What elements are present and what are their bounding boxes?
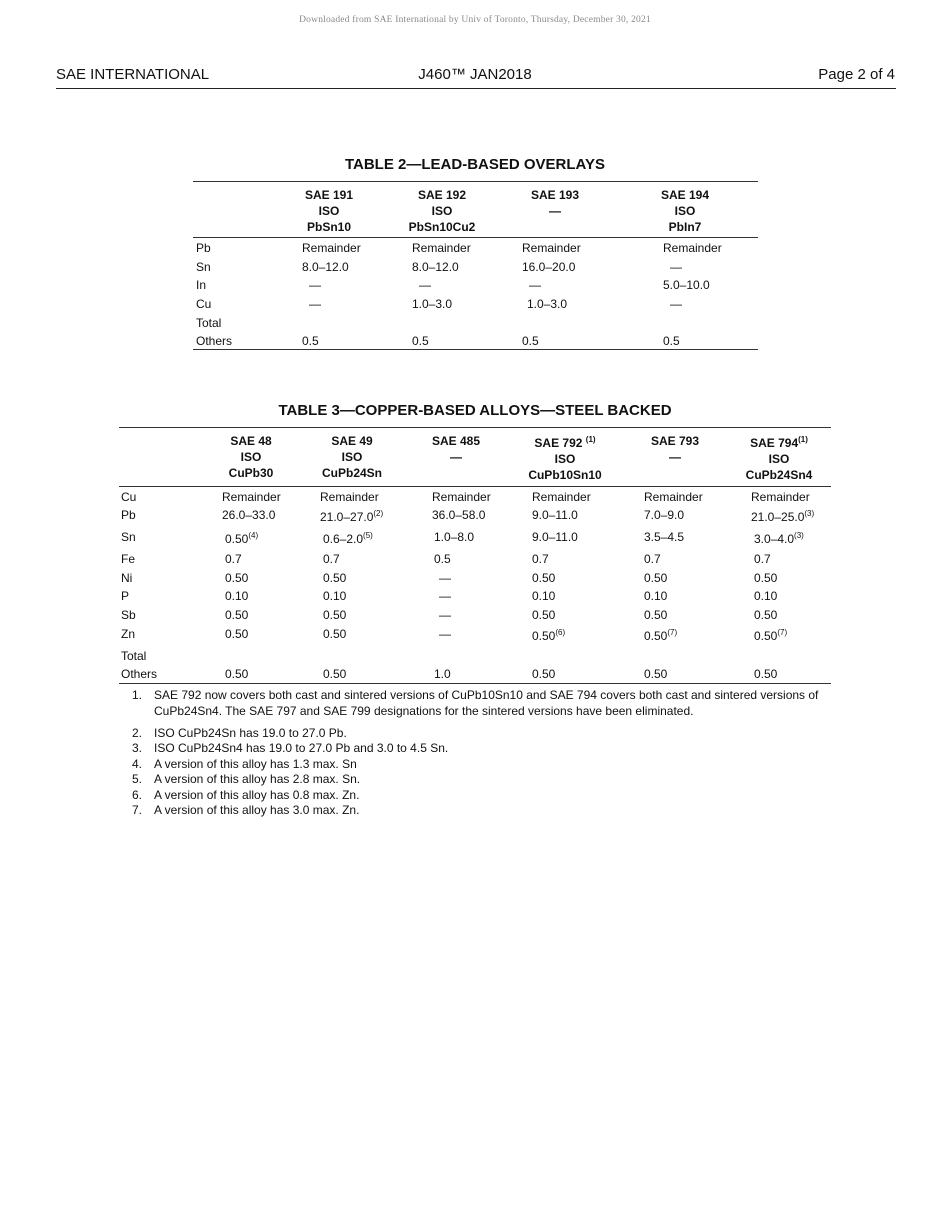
table2-cell: Remainder xyxy=(412,241,471,255)
table2-cell: Remainder xyxy=(302,241,361,255)
table3-bottom-rule xyxy=(119,683,831,684)
table3-cell xyxy=(754,552,771,567)
table3-cell xyxy=(532,552,549,567)
table3-cell-value: 0.50 xyxy=(644,629,668,643)
table3-cell-footnote-ref: (3) xyxy=(804,509,815,518)
table3-col-header-line xyxy=(714,435,844,451)
table2-col-header-line: ISO xyxy=(431,204,453,218)
table3-cell xyxy=(644,608,667,623)
table3-cell-value: 0.5 xyxy=(434,552,451,566)
table3-cell-value: 0.7 xyxy=(323,552,340,566)
table2-cell: — xyxy=(670,260,682,274)
table3-cell xyxy=(644,490,703,505)
table3-cell xyxy=(320,490,379,505)
table2-col-header-line: SAE 192 xyxy=(417,188,467,202)
table3-cell-value: 0.50 xyxy=(225,571,249,585)
table3-cell-value: 3.0–4.0 xyxy=(754,532,795,546)
table3-cell xyxy=(754,667,777,682)
table3-cell-value: Remainder xyxy=(532,490,591,504)
table2-col-header xyxy=(485,187,625,235)
table3-row-label: Total xyxy=(121,649,147,663)
download-watermark: Downloaded from SAE International by Univ of Toronto, Thursday, December 30, 2021 xyxy=(299,15,651,25)
table3-cell-value: 9.0–11.0 xyxy=(532,508,578,522)
table3-cell-value: 0.50 xyxy=(644,608,668,622)
table3-cell-value: 0.10 xyxy=(532,589,556,603)
table2-cell: 1.0–3.0 xyxy=(412,297,453,311)
table3-cell-value: 1.0–8.0 xyxy=(434,530,475,544)
table3-cell-value: 0.50 xyxy=(754,629,778,643)
table2-header-rule xyxy=(193,237,758,238)
table3-header-rule xyxy=(119,486,831,487)
table2-cell: — xyxy=(309,278,321,292)
table3-col-header-line: CuPb24Sn xyxy=(321,466,382,480)
table3-cell xyxy=(644,667,667,682)
table3-col-header-line: ISO xyxy=(341,450,363,464)
footnote-text: ISO CuPb24Sn has 19.0 to 27.0 Pb. xyxy=(154,726,347,740)
table2-col-header-line: — xyxy=(549,204,561,218)
table2-col-header-line: ISO xyxy=(674,204,696,218)
table3-row-label: Others xyxy=(121,667,158,681)
table3-cell-value: 0.7 xyxy=(644,552,661,566)
table2-col-header-line: PbSn10 xyxy=(306,220,351,234)
table3-col-header-line: ISO xyxy=(768,452,790,466)
table3-cell-value: 0.7 xyxy=(225,552,242,566)
table3-col-header-line: — xyxy=(669,450,681,464)
footnote-text: SAE 792 now covers both cast and sintered versions of CuPb10Sn10 and SAE 794 covers both cast and sintered versions of CuPb24Sn4. The SAE 797 and SAE 799 designations for the sintered versions have been eliminated. xyxy=(154,688,819,718)
table3-cell-value: 0.50 xyxy=(644,571,668,585)
table3-cell xyxy=(225,589,248,604)
table3-cell xyxy=(754,571,777,586)
table3-col-header-line: CuPb24Sn4 xyxy=(745,468,813,482)
table3-cell-value: 0.7 xyxy=(532,552,549,566)
table2-title: TABLE 2—LEAD-BASED OVERLAYS xyxy=(344,156,606,173)
table3-cell-footnote-ref: (3) xyxy=(794,531,804,540)
table2-col-header-line: PbIn7 xyxy=(668,220,702,234)
table3-cell xyxy=(323,627,346,642)
table3-cell xyxy=(644,552,661,567)
table3-cell xyxy=(225,571,248,586)
table3-col-header-footnote-ref: (1) xyxy=(585,435,596,444)
table3-cell-value: — xyxy=(439,589,451,603)
table3-cell-value: 0.50 xyxy=(754,667,778,681)
table3-cell xyxy=(323,571,346,586)
table2-cell: Remainder xyxy=(663,241,722,255)
table2-col-header-line: SAE 193 xyxy=(530,188,580,202)
table2-cell: 0.5 xyxy=(412,334,429,348)
header-org: SAE INTERNATIONAL xyxy=(56,66,210,83)
footnote-number: 6. xyxy=(132,788,143,802)
table2-col-header xyxy=(615,187,755,235)
table3-cell xyxy=(532,667,555,682)
table2-row-label: Sn xyxy=(196,260,211,274)
table3-cell-value: 36.0–58.0 xyxy=(432,508,486,522)
table3-cell-value: 1.0 xyxy=(434,667,451,681)
table3-row-label: Zn xyxy=(121,627,136,641)
table3-cell xyxy=(222,508,275,523)
table3-cell-value: — xyxy=(439,571,451,585)
table3-cell-value: 0.50 xyxy=(532,571,556,585)
table3-cell-value: Remainder xyxy=(320,490,379,504)
table3-cell-value: 0.6–2.0 xyxy=(323,532,364,546)
table2-col-header-line: SAE 194 xyxy=(660,188,710,202)
table3-cell-value: 26.0–33.0 xyxy=(222,508,276,522)
table2-col-header-line: ISO xyxy=(318,204,340,218)
table3-cell-value: 0.50 xyxy=(225,627,249,641)
footnote-text: A version of this alloy has 1.3 max. Sn xyxy=(154,757,357,771)
table3-cell-footnote-ref: (4) xyxy=(248,531,259,540)
table3-cell xyxy=(439,589,451,604)
table3-cell-value: Remainder xyxy=(751,490,810,504)
footnote-number: 5. xyxy=(132,772,143,786)
table3-cell xyxy=(432,490,491,505)
table2-top-rule xyxy=(193,181,758,182)
table3-cell-value: 0.10 xyxy=(323,589,347,603)
table3-col-header-name: SAE 793 xyxy=(650,434,700,448)
table3-cell-value: 9.0–11.0 xyxy=(532,530,578,544)
table3-cell-footnote-ref: (6) xyxy=(555,628,566,637)
table3-cell-value: 0.50 xyxy=(323,667,347,681)
table2-row-label: Cu xyxy=(196,297,212,311)
table3-cell-value: 21.0–27.0 xyxy=(320,510,374,524)
table3-col-header-line: CuPb30 xyxy=(228,466,274,480)
table2-cell: — xyxy=(670,297,682,311)
footnote-text: ISO CuPb24Sn4 has 19.0 to 27.0 Pb and 3.0 to 4.5 Sn. xyxy=(154,741,449,755)
table3-cell xyxy=(323,532,373,547)
table2-col-header-line: PbSn10Cu2 xyxy=(408,220,476,234)
table3-cell xyxy=(644,508,684,523)
table3-cell-value: 0.10 xyxy=(225,589,249,603)
footnote-number: 7. xyxy=(132,803,143,817)
table3-cell-value: Remainder xyxy=(222,490,281,504)
table3-cell-value: 21.0–25.0 xyxy=(751,510,805,524)
table3-cell xyxy=(532,571,555,586)
table3-cell xyxy=(225,532,258,547)
table3-cell xyxy=(754,608,777,623)
table3-cell xyxy=(225,667,248,682)
footnote-number: 3. xyxy=(132,741,143,755)
table3-cell-footnote-ref: (2) xyxy=(373,509,384,518)
table3-cell xyxy=(439,627,451,642)
table2-row-label: Total xyxy=(196,316,222,330)
table3-cell xyxy=(323,552,340,567)
table3-row-label: Ni xyxy=(121,571,133,585)
table3-col-header xyxy=(714,435,844,483)
table3-cell xyxy=(439,608,451,623)
table3-cell-value: 0.50 xyxy=(323,608,347,622)
table3-col-header-line: ISO xyxy=(554,452,576,466)
table3-col-header-line: ISO xyxy=(240,450,262,464)
table3-cell-value: 0.10 xyxy=(644,589,668,603)
table2-cell: Remainder xyxy=(522,241,581,255)
footnote-text: A version of this alloy has 2.8 max. Sn. xyxy=(154,772,361,786)
table3-cell xyxy=(754,532,804,547)
table3-cell xyxy=(432,508,485,523)
table2-cell: 8.0–12.0 xyxy=(302,260,349,274)
table2-cell: 0.5 xyxy=(522,334,539,348)
table2-bottom-rule xyxy=(193,349,758,350)
table3-cell xyxy=(644,629,677,644)
table3-cell xyxy=(225,627,248,642)
table3-cell-value: 7.0–9.0 xyxy=(644,508,685,522)
table3-cell-value: 0.50 xyxy=(754,571,778,585)
table3-cell xyxy=(644,589,667,604)
table3-row-label: Sn xyxy=(121,530,136,544)
table3-cell-value: Remainder xyxy=(432,490,491,504)
table3-title: TABLE 3—COPPER-BASED ALLOYS—STEEL BACKED xyxy=(278,402,672,419)
header-rule xyxy=(56,88,896,89)
header-doc-id: J460™ JAN2018 xyxy=(418,66,532,83)
table2-cell: — xyxy=(419,278,431,292)
table2-col-header-line: SAE 191 xyxy=(304,188,354,202)
table2-cell: — xyxy=(309,297,321,311)
table3-top-rule xyxy=(119,427,831,428)
table3-cell-value: 3.5–4.5 xyxy=(644,530,685,544)
table3-cell xyxy=(323,608,346,623)
table3-cell-value: 0.7 xyxy=(754,552,771,566)
table3-cell-footnote-ref: (7) xyxy=(667,628,678,637)
header-page-number: Page 2 of 4 xyxy=(818,66,895,83)
table3-cell-value: — xyxy=(439,608,451,622)
table2-row-label: Others xyxy=(196,334,233,348)
table3-row-label: P xyxy=(121,589,130,603)
table3-cell xyxy=(644,571,667,586)
table3-cell-value: 0.50 xyxy=(225,532,249,546)
table3-row-label: Sb xyxy=(121,608,136,622)
table3-cell xyxy=(320,510,383,525)
table3-cell xyxy=(434,530,474,545)
table3-cell-footnote-ref: (7) xyxy=(777,628,788,637)
table3-cell-value: — xyxy=(439,627,451,641)
table3-cell-value: Remainder xyxy=(644,490,703,504)
table3-row-label: Cu xyxy=(121,490,137,504)
table3-row-label: Fe xyxy=(121,552,136,566)
table2-cell: 5.0–10.0 xyxy=(663,278,710,292)
table3-col-header-name: SAE 792 xyxy=(534,436,586,450)
table2-cell: — xyxy=(529,278,541,292)
table2-cell: 8.0–12.0 xyxy=(412,260,459,274)
table3-cell-value: 0.50 xyxy=(225,608,249,622)
table3-cell-value: 0.50 xyxy=(323,571,347,585)
table3-cell xyxy=(751,510,814,525)
table3-cell xyxy=(532,629,565,644)
table3-cell-value: 0.50 xyxy=(532,629,556,643)
table3-cell xyxy=(751,490,810,505)
table3-cell xyxy=(754,589,777,604)
table3-cell xyxy=(532,589,555,604)
table3-row-label: Pb xyxy=(121,508,136,522)
footnote-text: A version of this alloy has 3.0 max. Zn. xyxy=(154,803,360,817)
table3-cell-value: 0.50 xyxy=(532,608,556,622)
table3-col-header-name: SAE 794 xyxy=(750,436,799,450)
table3-col-header-line: CuPb10Sn10 xyxy=(528,468,602,482)
table3-cell-footnote-ref: (5) xyxy=(363,531,373,540)
table3-cell xyxy=(754,629,787,644)
table3-cell-value: 0.50 xyxy=(225,667,249,681)
footnote-number: 4. xyxy=(132,757,143,771)
table3-cell-value: 0.50 xyxy=(644,667,668,681)
table3-cell xyxy=(222,490,281,505)
table3-cell xyxy=(532,608,555,623)
table3-cell xyxy=(439,571,451,586)
table2-row-label: In xyxy=(196,278,207,292)
table3-cell xyxy=(644,530,684,545)
table3-cell xyxy=(323,667,346,682)
table3-cell-value: 0.10 xyxy=(754,589,778,603)
table3-cell-value: 0.50 xyxy=(754,608,778,622)
table3-cell-value: 0.50 xyxy=(323,627,347,641)
table2-col-header-line xyxy=(485,219,625,235)
table2-cell: 1.0–3.0 xyxy=(527,297,568,311)
footnote-number: 2. xyxy=(132,726,143,740)
table3-cell xyxy=(532,490,591,505)
table3-col-header-footnote-ref: (1) xyxy=(798,435,808,444)
table3-cell xyxy=(434,667,451,682)
table3-col-header-name: SAE 49 xyxy=(331,434,373,448)
table2-row-label: Pb xyxy=(196,241,211,255)
table3-cell xyxy=(532,530,578,545)
table3-cell xyxy=(323,589,346,604)
footnote-text: A version of this alloy has 0.8 max. Zn. xyxy=(154,788,360,802)
table2-cell: 0.5 xyxy=(302,334,319,348)
table2-cell: 0.5 xyxy=(663,334,680,348)
table3-cell xyxy=(225,608,248,623)
table3-cell-value: 0.50 xyxy=(532,667,556,681)
table3-cell xyxy=(225,552,242,567)
table3-cell xyxy=(532,508,578,523)
table3-col-header-name: SAE 48 xyxy=(230,434,272,448)
footnote-number: 1. xyxy=(132,688,143,702)
table3-col-header-line: — xyxy=(450,450,462,464)
table3-cell xyxy=(434,552,451,567)
table3-col-header-name: SAE 485 xyxy=(431,434,481,448)
table2-cell: 16.0–20.0 xyxy=(522,260,576,274)
